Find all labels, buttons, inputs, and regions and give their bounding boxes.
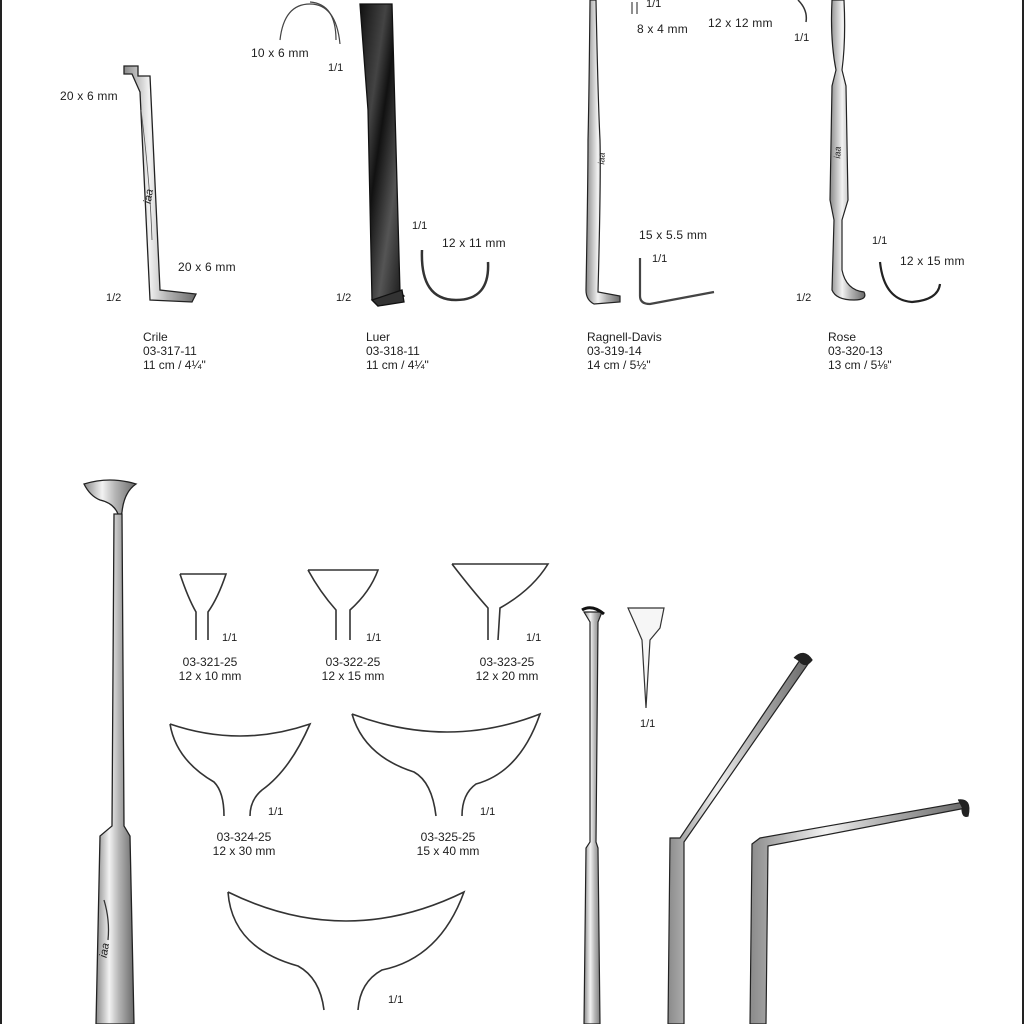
luer-code: 03-318-11 — [366, 344, 420, 358]
rose-name: Rose — [828, 330, 857, 344]
blade-outlines — [170, 564, 548, 1010]
rose-code: 03-320-13 — [828, 344, 883, 358]
crile-blade-size-bottom: 20 x 6 mm — [178, 260, 236, 274]
large-blade-handle — [84, 480, 136, 1024]
blade-322-label — [313, 655, 393, 683]
ragnell-name: Ragnell-Davis — [587, 330, 662, 344]
blade-324-scale: 1/1 — [268, 806, 284, 818]
blade-324-code: 03-324-25 — [216, 830, 272, 844]
rose-length: 13 cm / 5⅛" — [828, 358, 892, 372]
blade-325-scale: 1/1 — [480, 806, 496, 818]
luer-length: 11 cm / 4¼" — [366, 358, 429, 372]
brand-mark-crile: iaa — [141, 188, 157, 205]
hook-detail-scale: 1/1 — [640, 718, 656, 730]
rose-scale: 1/2 — [796, 292, 812, 304]
blade-325-code: 03-325-25 — [420, 830, 476, 844]
crile-blade-size-top: 20 x 6 mm — [60, 89, 118, 103]
blade-321-size: 12 x 10 mm — [178, 669, 242, 683]
blade-321-label — [170, 655, 250, 683]
brand-mark-handle: iaa — [97, 942, 113, 959]
rose-blade-size-b: 12 x 15 mm — [900, 254, 965, 268]
luer-name: Luer — [366, 330, 391, 344]
blade-324-label — [204, 830, 284, 858]
ragnell-blade-b-scale: 1/1 — [652, 253, 668, 265]
blade-323-code: 03-323-25 — [479, 655, 535, 669]
ragnell-blade-a-scale: 1/1 — [646, 0, 662, 10]
crile-code: 03-317-11 — [143, 344, 197, 358]
ragnell-caption — [587, 330, 662, 372]
blade-large-scale: 1/1 — [388, 994, 404, 1006]
ragnell-blade-size-b: 15 x 5.5 mm — [639, 228, 708, 242]
hook-retractors — [582, 608, 969, 1024]
blade-323-scale: 1/1 — [526, 632, 542, 644]
blade-322-code: 03-322-25 — [325, 655, 381, 669]
rose-blade-size-a: 12 x 12 mm — [708, 16, 773, 30]
crile-scale: 1/2 — [106, 292, 122, 304]
brand-mark-rose: iaa — [832, 146, 843, 159]
luer-scale: 1/2 — [336, 292, 352, 304]
blade-322-size: 12 x 15 mm — [321, 669, 385, 683]
rose-blade-b-scale: 1/1 — [872, 235, 888, 247]
luer-retractor — [280, 2, 488, 306]
rose-blade-a-scale: 1/1 — [794, 32, 810, 44]
crile-length: 11 cm / 4¼" — [143, 358, 206, 372]
luer-blade-b-scale: 1/1 — [412, 220, 428, 232]
ragnell-length: 14 cm / 5½" — [587, 358, 651, 372]
brand-mark-ragnell: iaa — [596, 152, 607, 165]
luer-blade-size-b: 12 x 11 mm — [442, 236, 506, 250]
blade-325-size: 15 x 40 mm — [416, 844, 480, 858]
blade-325-label — [408, 830, 488, 858]
blade-324-size: 12 x 30 mm — [212, 844, 276, 858]
blade-322-scale: 1/1 — [366, 632, 382, 644]
blade-321-scale: 1/1 — [222, 632, 238, 644]
blade-323-size: 12 x 20 mm — [475, 669, 539, 683]
crile-caption — [143, 330, 206, 372]
ragnell-code: 03-319-14 — [587, 344, 642, 358]
luer-blade-a-scale: 1/1 — [328, 62, 344, 74]
rose-caption — [828, 330, 892, 372]
luer-blade-size-a: 10 x 6 mm — [251, 46, 309, 60]
blade-323-label — [467, 655, 547, 683]
blade-321-code: 03-321-25 — [182, 655, 238, 669]
ragnell-blade-size-a: 8 x 4 mm — [637, 22, 688, 36]
crile-name: Crile — [143, 330, 168, 344]
luer-caption — [366, 330, 429, 372]
